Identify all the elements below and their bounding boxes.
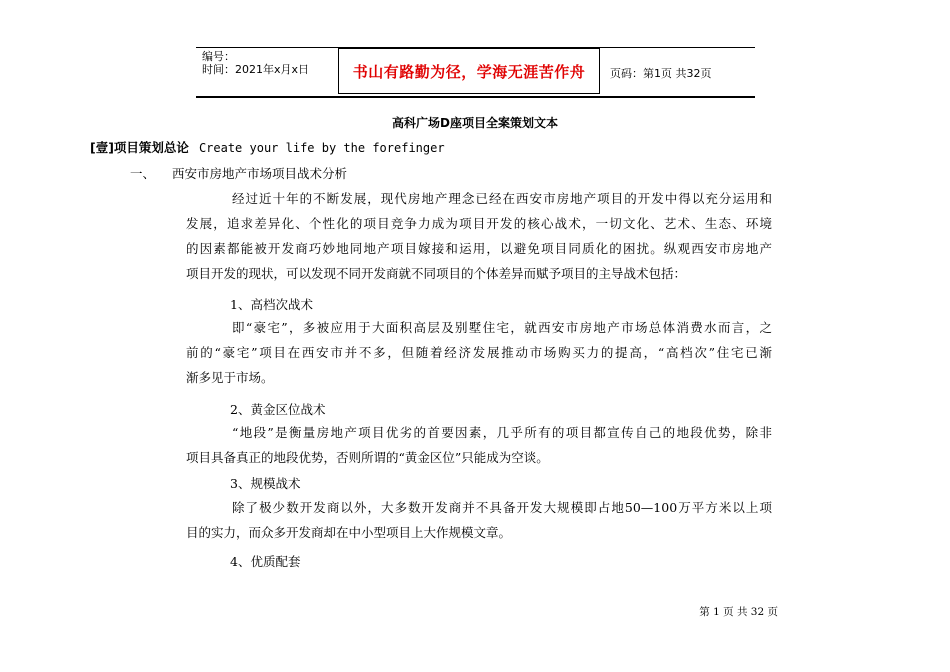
paragraph-line: 经过近十年的不断发展，现代房地产理念已经在西安市房地产项目的开发中得以充分运用和 <box>232 191 772 206</box>
paragraph-line: “地段”是衡量房地产项目优劣的首要因素，几乎所有的项目都宣传自己的地段优势，除非 <box>232 425 772 440</box>
subsection-heading <box>130 164 347 182</box>
page-footer: 第 1 页 共 32 页 <box>699 606 778 618</box>
document-title: 高科广场D座项目全案策划文本 <box>392 116 558 130</box>
paragraph-line: 除了极少数开发商以外，大多数开发商并不具备开发大规模即占地50—100万平方米以上项 <box>232 500 772 515</box>
paragraph-line: 前的“豪宅”项目在西安市并不多，但随着经济发展推动市场购买力的提高，“高档次”住宅已渐 <box>186 345 772 360</box>
item-heading-4: 4、优质配套 <box>230 554 301 569</box>
paragraph-line: 渐多见于市场。 <box>186 370 274 385</box>
document-header <box>196 47 755 97</box>
subsection-title: 西安市房地产市场项目战术分析 <box>172 166 348 181</box>
header-time-label: 时间：2021年x月x日 <box>202 63 310 76</box>
paragraph-line: 发展，追求差异化、个性化的项目竞争力成为项目开发的核心战术，一切文化、艺术、生态、环境 <box>186 216 772 231</box>
header-page-label: 页码：第1页 共32页 <box>610 67 712 80</box>
paragraph-line: 项目开发的现状，可以发现不同开发商就不同项目的个体差异而赋予项目的主导战术包括： <box>186 266 687 281</box>
section-heading-en: Create your life by the forefinger <box>198 141 445 155</box>
item-paragraph-2 <box>186 420 772 470</box>
header-slogan-box <box>338 48 600 94</box>
header-slogan: 书山有路勤为径，学海无涯苦作舟 <box>352 62 586 81</box>
paragraph-line: 目的实力，而众多开发商却在中小型项目上大作规模文章。 <box>186 525 512 540</box>
subsection-number: 一、 <box>130 166 156 181</box>
item-heading-3: 3、规模战术 <box>230 476 301 491</box>
item-paragraph-3 <box>186 495 772 545</box>
header-number-label: 编号： <box>202 50 235 63</box>
paragraph-line: 即“豪宅”，多被应用于大面积高层及别墅住宅，就西安市房地产市场总体消费水而言，之 <box>232 320 772 335</box>
header-bottom-rule <box>196 96 755 98</box>
header-meta <box>202 50 309 76</box>
item-paragraph-1 <box>186 315 772 390</box>
intro-paragraph <box>186 186 772 286</box>
section-heading <box>90 138 445 156</box>
item-heading-1: 1、高档次战术 <box>230 297 313 312</box>
paragraph-line: 的因素都能被开发商巧妙地同地产项目嫁接和运用，以避免项目同质化的困扰。纵观西安市房地产 <box>186 241 772 256</box>
section-heading-zh: [壹]项目策划总论 <box>90 140 189 155</box>
item-heading-2: 2、黄金区位战术 <box>230 402 326 417</box>
paragraph-line: 项目具备真正的地段优势，否则所谓的“黄金区位”只能成为空谈。 <box>186 450 549 465</box>
